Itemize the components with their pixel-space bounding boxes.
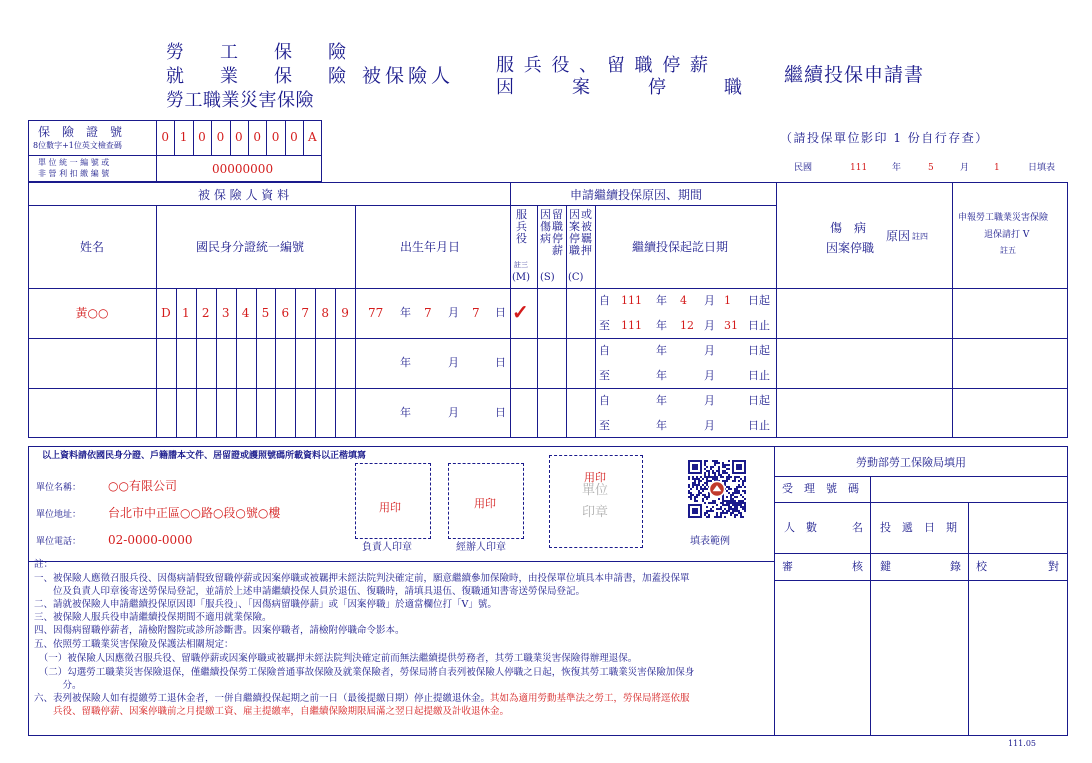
id-digit-divider [236,338,237,388]
id-digit[interactable]: 8 [321,306,329,320]
note-line: 一、被保險人應徵召服兵役、因傷病請假致留職停薪或因案停職或被羈押未經法院判決確定前，願意繼續參加保險時，由投保單位填具本申請書，加蓋投保單 [34,573,690,584]
insurance-no-digit[interactable]: 0 [271,130,280,144]
sample-label: 填表範例 [690,536,730,547]
id-digit-divider [176,388,177,438]
receipt-no: 受 理 號 碼 [782,482,859,495]
from-suffix: 日起 [748,344,770,357]
from-month-label: 月 [704,294,715,307]
birth-day[interactable]: 7 [472,306,480,320]
to-year-label: 年 [656,419,667,432]
from-suffix: 日起 [748,394,770,407]
insurance-no-digit[interactable]: 0 [290,130,298,144]
date-year[interactable]: 111 [850,163,868,173]
reason-header-char: 役 [516,232,527,245]
id-digit-divider [256,338,257,388]
reason-header-char: 被 [581,220,592,233]
id-digit-divider [295,338,296,388]
from-year-label: 年 [656,394,667,407]
to-month-label: 月 [704,369,715,382]
id-digit-divider [275,338,276,388]
from-year-label: 年 [656,344,667,357]
from-month-label: 月 [704,394,715,407]
note-line-6-red: 其如為適用勞動基準法之勞工，勞保局將逕依服 [490,693,690,704]
reason-header-char: 案 [569,220,580,233]
col-m-note: 註三 [514,261,528,269]
from-label: 自 [599,344,610,357]
apply-header: 申請繼續投保原因、期間 [570,188,703,202]
count-label: 人 數 [784,521,817,534]
col-report-note: 註五 [1000,246,1016,255]
from-label: 自 [599,294,610,307]
name-label: 名 [852,521,863,534]
reason-header-char: 留 [552,208,563,221]
version: 111.05 [1008,739,1036,748]
note-line: 四、因傷病留職停薪者，請檢附醫院或診所診斷書。因案停職者，請檢附停職命令影本。 [34,625,405,636]
birth-day-label: 日 [495,306,506,319]
id-digit[interactable]: 5 [261,306,270,320]
col-m-code: (M) [512,272,531,283]
from-month[interactable]: 4 [680,294,687,307]
col-name: 姓名 [80,240,105,254]
reason-header-char: 服 [516,208,527,221]
date-day-label: 日填表 [1028,163,1056,173]
note-line: 二、請就被保險人申請繼續投保原因即「服兵役」、「因傷病留職停薪」或「因案停職」於適當欄位打「V」號。 [34,599,497,610]
insured-data-header: 被 保 險 人 資 料 [198,188,290,202]
responsible-stamp: 用印 [379,501,401,514]
id-digit[interactable]: 9 [341,306,349,320]
to-year-label: 年 [656,369,667,382]
verify-label: 對 [1048,560,1059,573]
check-label: 核 [852,560,863,573]
unit-no-label-1: 單 位 統 一 編 號 或 [38,158,110,167]
handler-stamp-label: 經辦人印章 [456,542,506,553]
birth-year-label: 年 [400,406,411,419]
insurance-no-digit[interactable]: A [308,130,317,144]
check-m[interactable]: ✓ [512,300,529,324]
to-year-label: 年 [656,319,667,332]
date-prefix: 民國 [794,163,813,173]
col-period: 繼續投保起訖日期 [632,240,729,254]
unit-stamp-2: 印章 [582,505,609,520]
from-suffix: 日起 [748,294,770,307]
copy-note: （請投保單位影印 1 份自行存查） [780,131,989,145]
id-digit-divider [216,388,217,438]
col-report-2: 退保請打 V [984,230,1030,240]
id-digit-divider [196,388,197,438]
id-digit-divider [335,388,336,438]
unit-addr-label: 單位地址： [36,510,82,520]
id-digit-divider [216,338,217,388]
unit-no-value[interactable]: 00000000 [212,162,274,176]
id-digit-divider [315,388,316,438]
header-left-3: 勞工職業災害保險 [166,90,314,111]
col-injury-note: 註四 [912,232,928,241]
record-label: 錄 [950,560,961,573]
insurance-no-digit[interactable]: 1 [179,130,188,144]
unit-phone[interactable]: 02-0000-0000 [108,533,193,547]
insurance-no-sub: 8位數字+1位英文檢查碼 [33,141,122,150]
id-digit-divider [335,338,336,388]
responsible-stamp-label: 負責人印章 [362,542,412,553]
from-label: 自 [599,394,610,407]
date-month[interactable]: 5 [928,163,934,173]
insured-name[interactable]: 黃○○ [75,306,109,320]
col-report-1: 申報勞工職業災害保險 [958,213,1049,223]
from-month-label: 月 [704,344,715,357]
note-line: （一）被保險人因應徵召服兵役、留職停薪或因案停職或被羈押未經法院判決確定前而無法繼續提供勞務者，其勞工職業災害保險得辦理退保。 [34,653,638,664]
header-insured: 被保險人 [362,65,455,87]
note-line-6 [34,694,690,704]
col-injury-1: 傷 病 [830,221,867,235]
unit-stamp-red: 用印 [584,471,606,484]
note-line: 五、依照勞工職業災害保險及保護法相關規定： [34,639,234,650]
birth-day-label: 日 [495,406,506,419]
date-month-label: 月 [960,163,970,173]
col-injury-3: 原因 [886,229,911,243]
reason-header-char: 押 [581,244,592,257]
id-digit[interactable]: 4 [241,306,250,320]
reason-header-char: 職 [569,244,580,257]
qr-code-icon[interactable] [688,460,746,518]
to-suffix: 日止 [748,419,770,432]
birth-month-label: 月 [448,356,459,369]
note-line-6-blue: 六、表列被保險人如有提繳勞工退休金者，一併自繼續投保起期之前一日（最後提繳日期）停止提繳退休金。 [34,693,491,704]
id-digit[interactable]: 1 [182,306,190,320]
to-year[interactable]: 111 [621,319,642,332]
birth-year[interactable]: 77 [368,306,384,320]
id-digit[interactable]: 2 [201,306,210,320]
review-label: 審 [782,560,793,573]
note-line: （二）勾選勞工職業災害保險退保，僅繼續投保勞工保險普通事故保險及就業保險者，勞保局將自表列被保險人停職之日起，恢復其勞工職業災害保險加保身 [34,667,695,678]
from-year[interactable]: 111 [621,294,642,307]
unit-name-label: 單位名稱： [36,483,82,493]
header-left-1: 勞 工 保 險 [166,42,346,63]
to-month[interactable]: 12 [680,319,694,332]
id-digit[interactable]: 6 [281,306,290,320]
birth-month-label: 月 [448,406,459,419]
reason-header-char: 職 [552,220,563,233]
key-label: 鍵 [880,560,891,573]
insurance-no-digit[interactable]: 0 [253,130,262,144]
to-label: 至 [599,319,610,332]
id-digit[interactable]: 3 [221,306,230,320]
reason-header-char: 因 [569,208,580,221]
to-label: 至 [599,419,610,432]
id-digit-divider [256,388,257,438]
reason-header-char: 兵 [516,220,527,233]
col-s-code: (S) [540,272,555,283]
note-line: 位及負責人印章後寄送勞保局登記，並請於上述申請繼續投保人員於退伍、復職時，請填具退伍、復職通知書寄送勞保局登記。 [34,586,586,597]
reason-header-char: 病 [540,232,551,245]
col-birth: 出生年月日 [400,240,461,254]
note-line: 三、被保險人服兵役申請繼續投保期間不適用就業保險。 [34,612,272,623]
from-day[interactable]: 1 [724,294,731,307]
unit-stamp-1: 單位 [582,483,609,498]
to-suffix: 日止 [748,369,770,382]
reason-header-char: 因 [540,208,551,221]
birth-day-label: 日 [495,356,506,369]
page-title: 繼續投保申請書 [784,64,925,86]
reason-header-char: 羈 [581,232,592,245]
id-digit-divider [236,388,237,438]
insurance-no-label: 保 險 證 號 [38,125,123,139]
unit-name[interactable]: ○○有限公司 [108,479,177,493]
id-digit[interactable]: 7 [301,306,310,320]
header-reason-bottom: 因 案 停 職 [496,77,743,98]
header-reason-top: 服 兵 役 、 留 職 停 薪 [496,55,711,76]
to-day[interactable]: 31 [724,319,738,332]
reason-header-char: 薪 [552,244,563,257]
reason-header-char: 停 [552,232,563,245]
date-day[interactable]: 1 [994,163,1000,173]
birth-month[interactable]: 7 [424,306,432,320]
insurance-no-digit[interactable]: 0 [216,130,225,144]
proof-label: 校 [976,560,987,573]
unit-no-label-2: 非 營 利 扣 繳 編 號 [38,169,110,178]
bureau-title: 勞動部勞工保險局填用 [856,456,966,469]
unit-phone-label: 單位電話： [36,537,82,547]
handler-stamp: 用印 [474,497,496,510]
insurance-no-digit[interactable]: 0 [234,130,243,144]
insurance-no-digit[interactable]: 0 [161,130,170,144]
birth-month-label: 月 [448,306,459,319]
id-digit-divider [315,338,316,388]
from-year-label: 年 [656,294,667,307]
note-line-7: 兵役、留職停薪、因案停職前之月提繳工資、雇主提繳率，自繼續保險期限屆滿之翌日起提繳及計收退休金。 [34,706,510,717]
id-digit-divider [196,338,197,388]
fill-note: 以上資料請依國民身分證、戶籍謄本文件、居留證或護照號碼所載資料以正楷填寫 [42,451,367,461]
to-label: 至 [599,369,610,382]
id-digit-divider [176,338,177,388]
to-suffix: 日止 [748,319,770,332]
header-left-2: 就 業 保 險 [166,66,346,87]
id-digit-divider [295,388,296,438]
note-line: 分。 [34,680,82,691]
reason-header-char: 傷 [540,220,551,233]
insurance-no-digit[interactable]: 0 [198,130,206,144]
col-id: 國民身分證統一編號 [196,240,305,254]
birth-year-label: 年 [400,356,411,369]
col-injury-2: 因案停職 [826,241,875,255]
reason-header-char: 停 [569,232,580,245]
id-digit-divider [275,388,276,438]
delivery-date: 投 遞 日 期 [880,521,957,534]
to-month-label: 月 [704,419,715,432]
to-month-label: 月 [704,319,715,332]
birth-year-label: 年 [400,306,411,319]
reason-header-char: 或 [581,208,592,221]
unit-stamp-box[interactable] [549,455,643,548]
notes-head: 註： [34,559,54,570]
col-c-code: (C) [568,272,584,283]
id-digit[interactable]: D [161,306,171,320]
unit-addr[interactable]: 台北市中正區○○路○段○號○樓 [108,506,281,520]
date-year-label: 年 [892,163,902,173]
